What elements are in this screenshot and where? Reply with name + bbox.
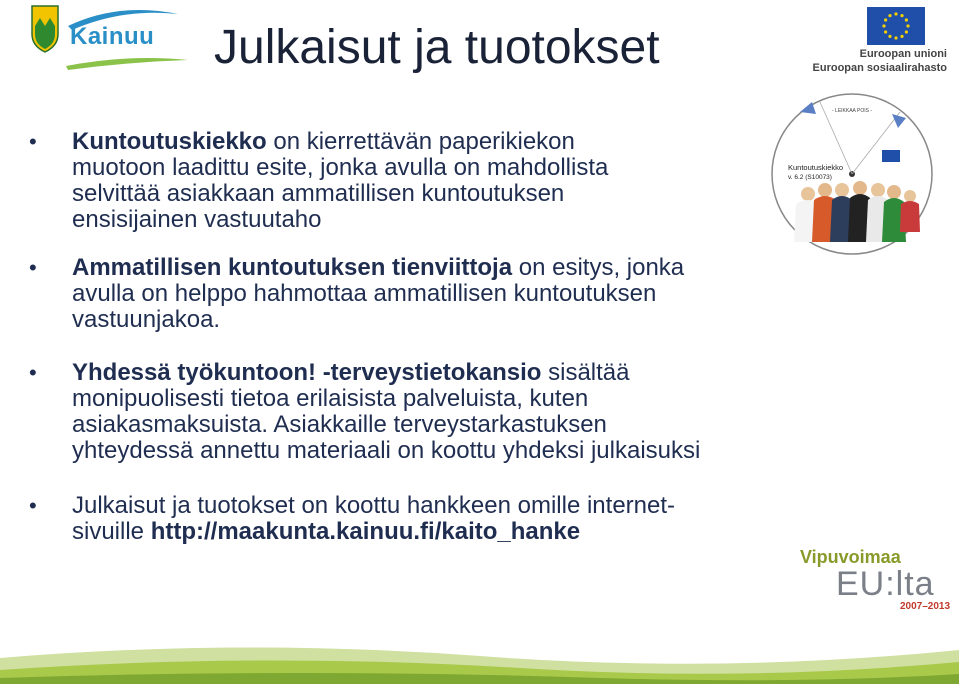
bullet-line: vastuunjakoa.: [72, 306, 221, 333]
bullet-bold-text: Ammatillisen kuntoutuksen tienviittoja: [72, 254, 513, 281]
bullet-kuntoutuskiekko: [29, 128, 712, 233]
bottom-wave-decoration: [0, 628, 959, 684]
vipuvoimaa-years: 2007–2013: [900, 601, 951, 612]
bullet-bold-text: Kuntoutuskiekko: [72, 128, 267, 155]
bullet-text: on kierrettävän paperikiekon: [266, 128, 575, 155]
bullet-line: yhteydessä annettu materiaali on koottu yhdeksi julkaisuksi: [72, 437, 701, 464]
page-title: Julkaisut ja tuotokset: [214, 21, 660, 74]
bullet-text: sivuille: [72, 518, 151, 545]
bullet-text: sisältää: [541, 359, 630, 386]
bullet-line: asiakasmaksuista. Asiakkaille terveystarkastuksen: [72, 411, 607, 438]
bullet-line: monipuolisesti tietoa erilaisista palveluista, kuten: [72, 385, 589, 412]
bullet-line: muotoon laadittu esite, jonka avulla on mahdollista: [72, 154, 609, 181]
bullet-line: avulla on helppo hahmottaa ammatillisen kuntoutuksen: [72, 280, 657, 307]
bullet-dot: •: [29, 493, 37, 518]
bullet-line: ensisijainen vastuutaho: [72, 206, 322, 233]
bullet-dot: •: [29, 129, 37, 154]
bullet-internet: [29, 492, 842, 545]
bullet-line: Julkaisut ja tuotokset on koottu hankkeen omille internet-: [72, 492, 676, 519]
eu-flag-icon: [867, 7, 925, 45]
website-link[interactable]: http://maakunta.kainuu.fi/kaito_hanke: [150, 518, 581, 545]
vipuvoimaa-title: Vipuvoimaa: [800, 547, 901, 567]
bullet-line: [72, 360, 872, 386]
logo-text: Kainuu: [70, 23, 155, 50]
bullet-line: [72, 255, 832, 281]
esf-label: Euroopan sosiaalirahasto: [812, 62, 947, 74]
bullet-line: [72, 129, 712, 155]
bullet-dot: •: [29, 255, 37, 280]
bullet-dot: •: [29, 360, 37, 385]
bullet-tienviittoja: [29, 254, 832, 333]
wheel-top-label: - LEIKKAA POIS -: [831, 108, 873, 114]
bullet-line: selvittää asiakkaan ammatillisen kuntoutuksen: [72, 180, 565, 207]
wheel-version: v. 6.2 (S10073): [788, 174, 832, 181]
wheel-label: Kuntoutuskiekko: [788, 163, 844, 172]
bullet-terveystietokansio: [29, 359, 872, 464]
bullet-line: [72, 519, 842, 545]
bullet-bold-text: Yhdessä työkuntoon! -terveystietokansio: [72, 359, 542, 386]
bullet-text: on esitys, jonka: [512, 254, 685, 281]
kuntoutuskiekko-image: [770, 92, 935, 257]
vipuvoimaa-eu: EU:lta: [836, 565, 935, 603]
eu-label: Euroopan unioni: [859, 48, 947, 60]
